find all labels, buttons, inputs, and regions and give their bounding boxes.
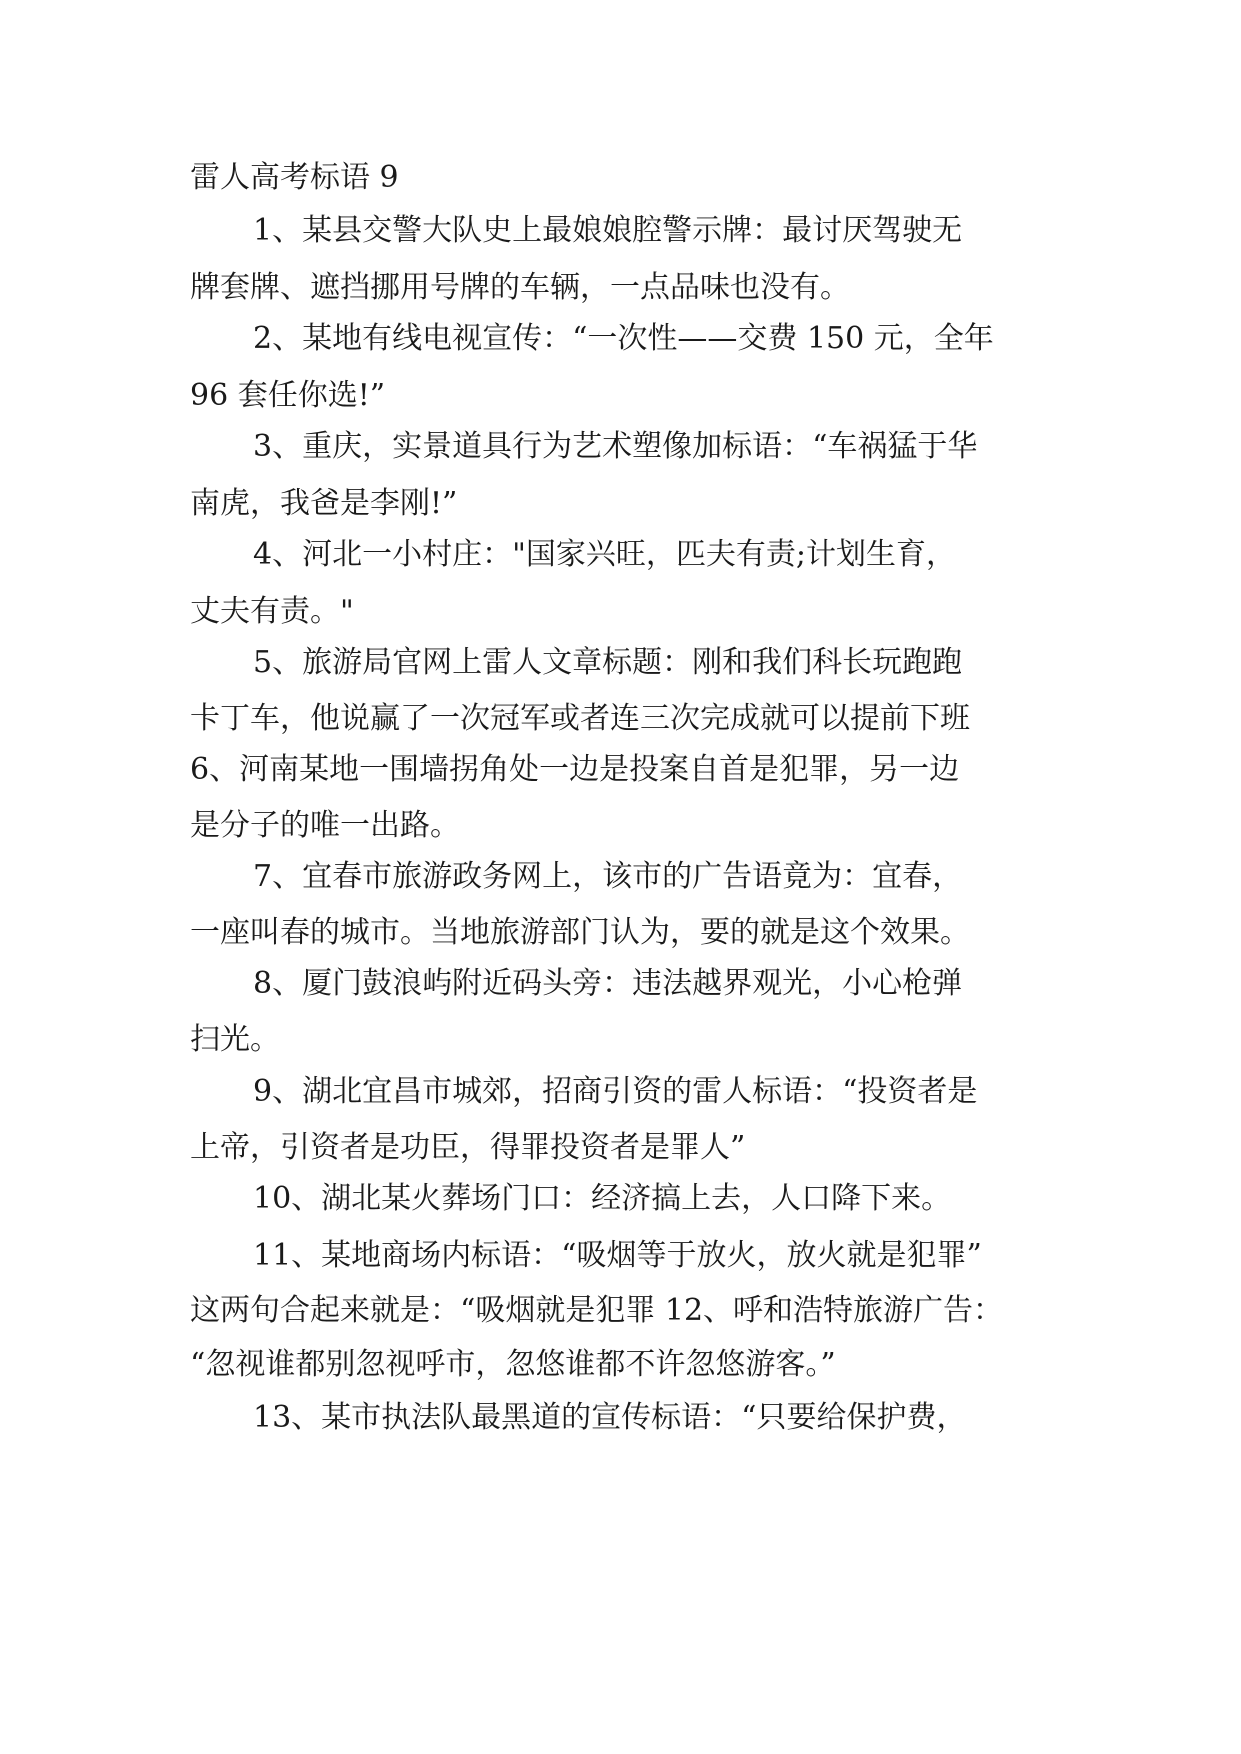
- paragraph-2-line-2: 96 套任你选!”: [190, 378, 386, 413]
- paragraph-10-line-1: 10、湖北某火葬场门口：经济搞上去，人口降下来。: [253, 1181, 952, 1216]
- paragraph-9-line-1: 9、湖北宜昌市城郊，招商引资的雷人标语：“投资者是: [253, 1074, 978, 1109]
- paragraph-4-line-2: 丈夫有责。": [190, 594, 354, 629]
- paragraph-9-line-2: 上帝，引资者是功臣，得罪投资者是罪人”: [190, 1130, 746, 1165]
- paragraph-5-line-1: 5、旅游局官网上雷人文章标题：刚和我们科长玩跑跑: [253, 645, 963, 680]
- paragraph-4-line-1: 4、河北一小村庄："国家兴旺，匹夫有责;计划生育，: [253, 537, 956, 572]
- paragraph-6-line-1: 6、河南某地一围墙拐角处一边是投案自首是犯罪，另一边: [190, 752, 960, 787]
- paragraph-2-line-1: 2、某地有线电视宣传：“一次性——交费 150 元，全年: [253, 321, 994, 356]
- paragraph-11-line-1: 11、某地商场内标语：“吸烟等于放火，放火就是犯罪”: [253, 1238, 982, 1273]
- paragraph-5-line-2: 卡丁车，他说赢了一次冠军或者连三次完成就可以提前下班: [190, 701, 970, 736]
- paragraph-13-line-1: 13、某市执法队最黑道的宣传标语：“只要给保护费，: [253, 1400, 967, 1435]
- paragraph-1-line-1: 1、某县交警大队史上最娘娘腔警示牌：最讨厌驾驶无: [253, 213, 963, 248]
- paragraph-8-line-1: 8、厦门鼓浪屿附近码头旁：违法越界观光，小心枪弹: [253, 966, 963, 1001]
- paragraph-7-line-1: 7、宜春市旅游政务网上，该市的广告语竟为：宜春，: [253, 859, 963, 894]
- paragraph-8-line-2: 扫光。: [190, 1022, 280, 1057]
- document-title: 雷人高考标语 9: [190, 160, 399, 195]
- paragraph-6-line-2: 是分子的唯一出路。: [190, 808, 460, 843]
- paragraph-11-line-3: “忽视谁都别忽视呼市，忽悠谁都不许忽悠游客。”: [190, 1347, 836, 1382]
- paragraph-11-line-2: 这两句合起来就是：“吸烟就是犯罪 12、呼和浩特旅游广告：: [190, 1293, 1004, 1328]
- paragraph-3-line-1: 3、重庆，实景道具行为艺术塑像加标语：“车祸猛于华: [253, 429, 978, 464]
- paragraph-1-line-2: 牌套牌、遮挡挪用号牌的车辆，一点品味也没有。: [190, 270, 850, 305]
- paragraph-3-line-2: 南虎，我爸是李刚!”: [190, 486, 458, 521]
- paragraph-7-line-2: 一座叫春的城市。当地旅游部门认为，要的就是这个效果。: [190, 915, 970, 950]
